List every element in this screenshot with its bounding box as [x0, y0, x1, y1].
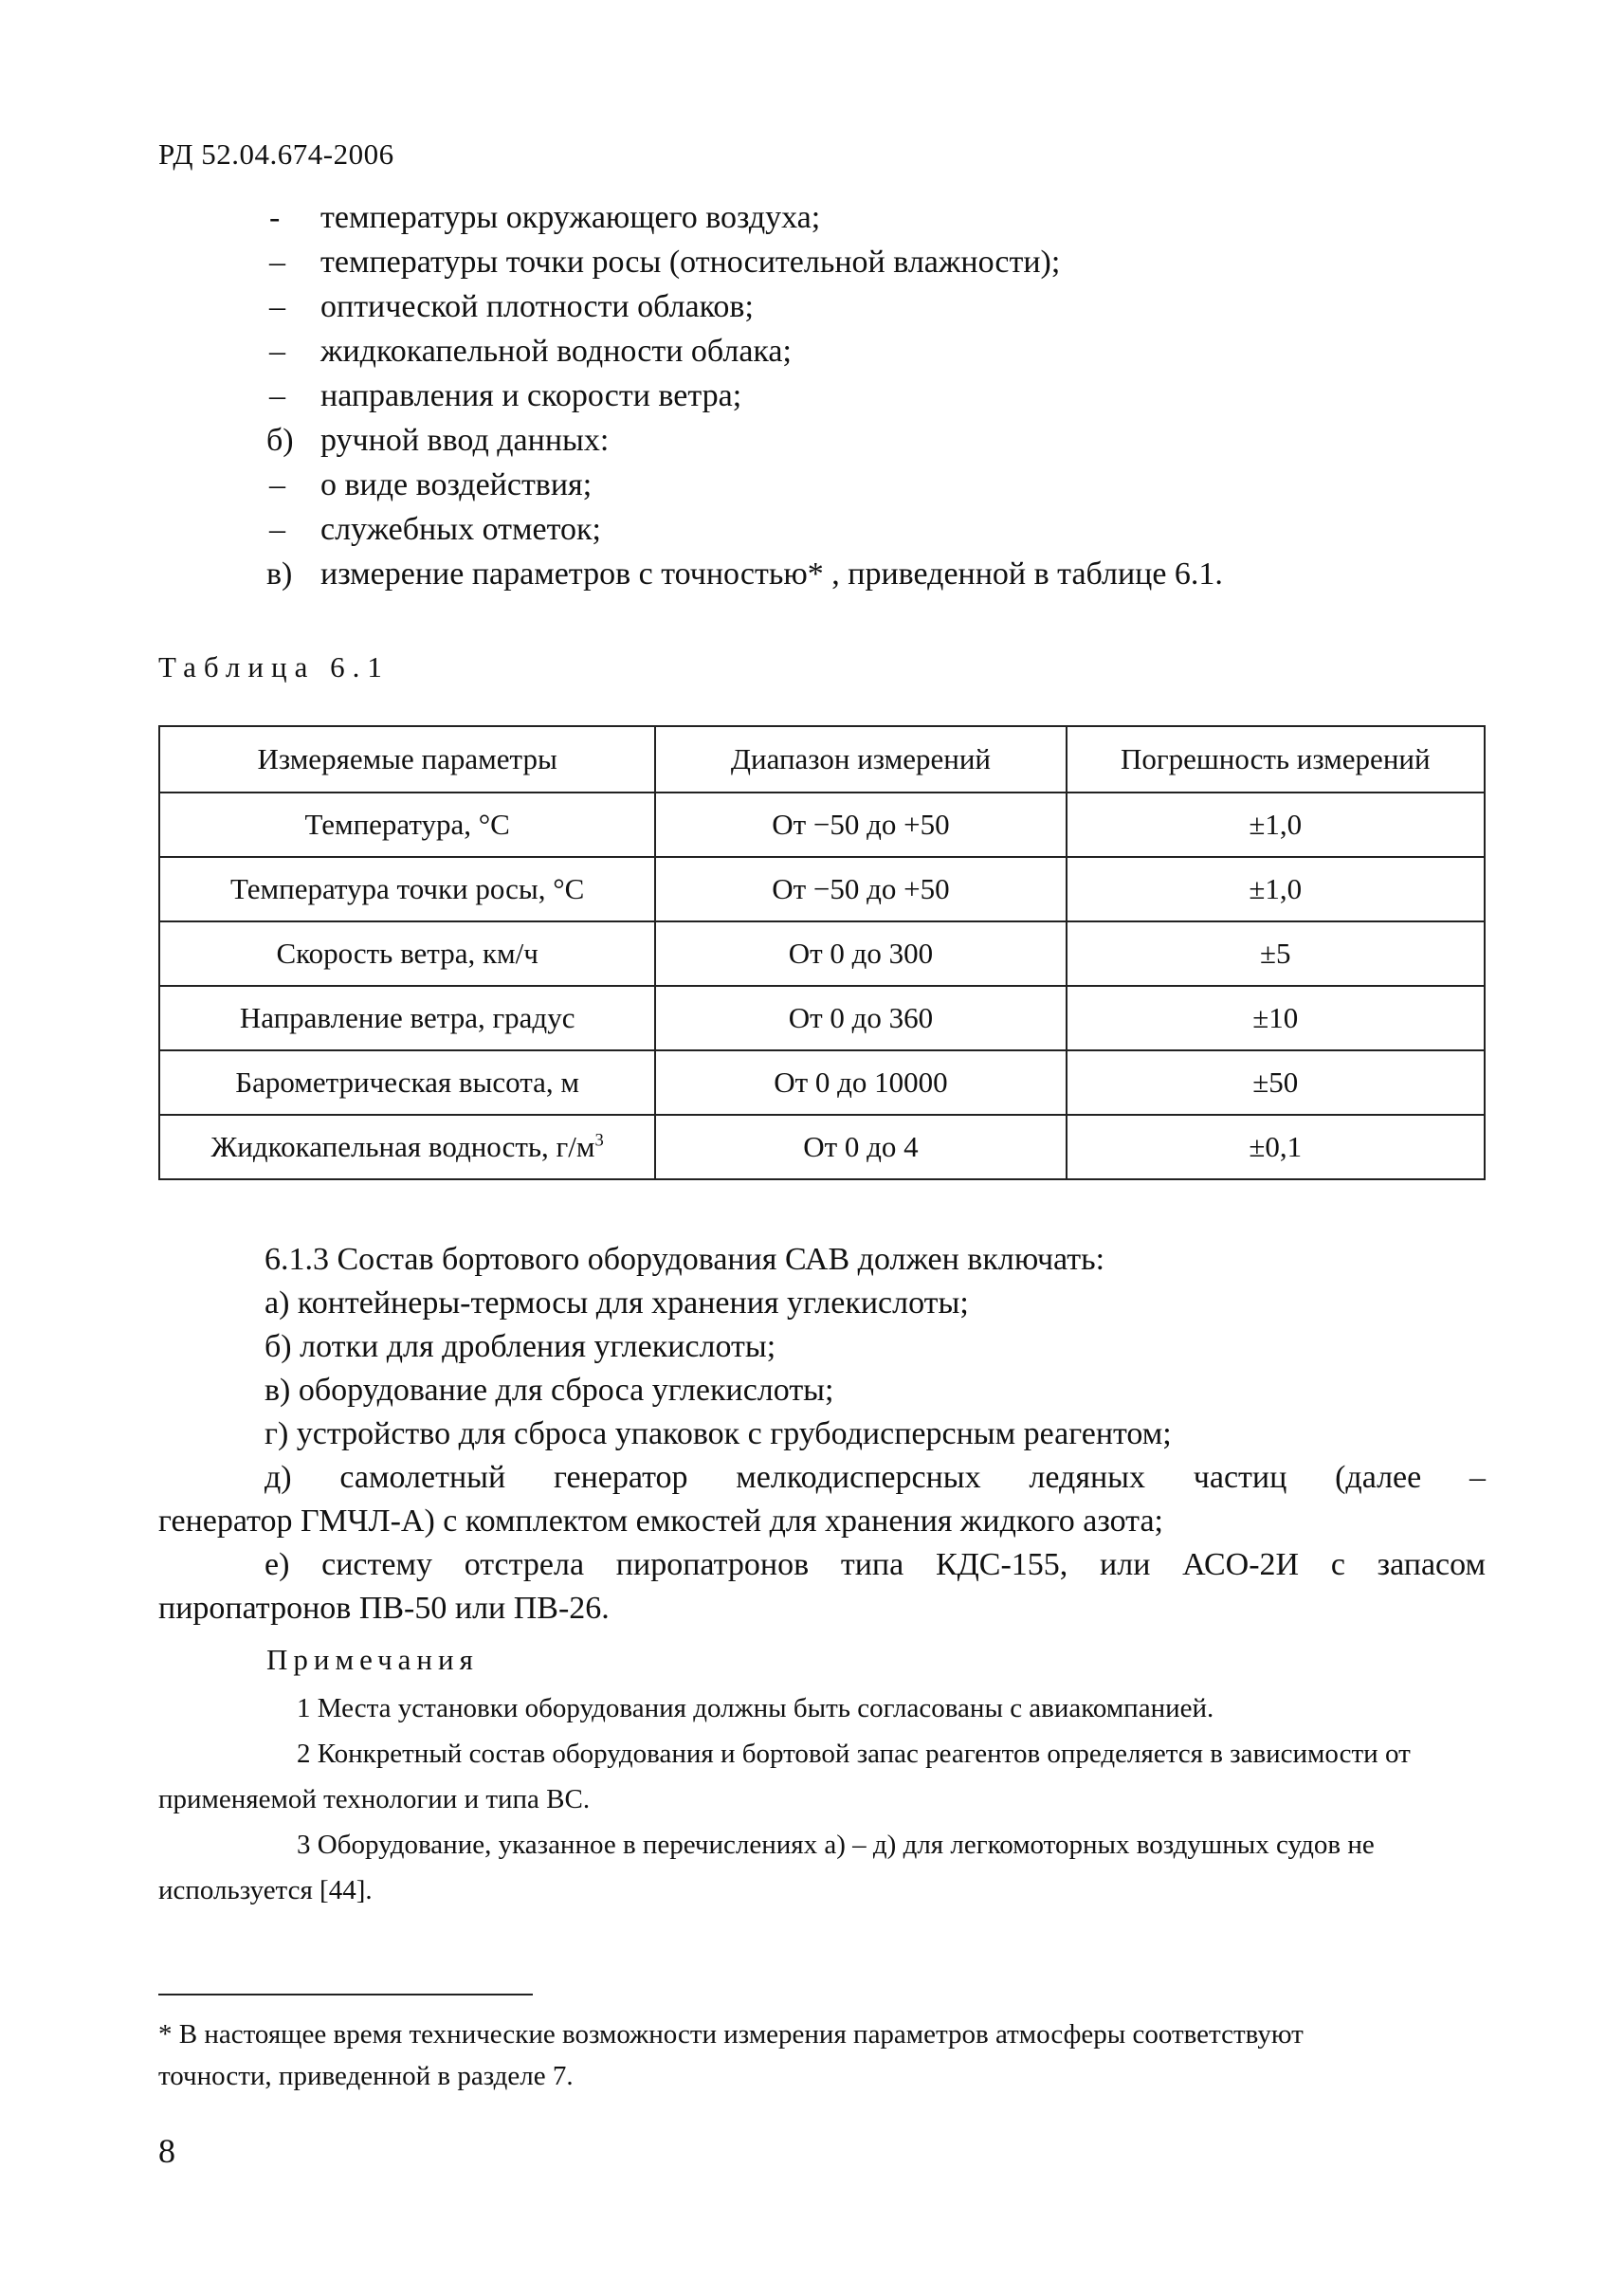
- page-number: 8: [158, 2132, 175, 2170]
- list-item: [0, 240, 1624, 284]
- table-cell: Скорость ветра, км/ч: [159, 921, 655, 986]
- section-item: б) лотки для дробления углекислоты;: [265, 1329, 776, 1364]
- table-caption: Таблица 6.1: [158, 650, 390, 683]
- section-6-1-3: [158, 1238, 1486, 1631]
- section-item: в) оборудование для сброса углекислоты;: [265, 1373, 834, 1408]
- note-continuation: используется [44].: [158, 1875, 373, 1905]
- notes: [158, 1686, 1486, 1913]
- list-marker: -: [269, 200, 281, 235]
- document-header: РД 52.04.674-2006: [158, 137, 394, 171]
- table-row: [159, 921, 1485, 986]
- note: 2 Конкретный состав оборудования и бортовой запас реагентов определяется в зависимости от: [297, 1739, 1411, 1769]
- table-cell: Направление ветра, градус: [159, 986, 655, 1050]
- table-cell: ±0,1: [1067, 1115, 1485, 1179]
- note: 1 Места установки оборудования должны быть согласованы с авиакомпанией.: [297, 1693, 1214, 1723]
- table-cell: ±5: [1067, 921, 1485, 986]
- table-row: [159, 793, 1485, 857]
- footnote-divider: [158, 1994, 533, 1995]
- footnote-line: точности, приведенной в разделе 7.: [158, 2061, 574, 2091]
- table-header-row: [159, 726, 1485, 793]
- table-cell: Температура, °С: [159, 793, 655, 857]
- table-cell: От 0 до 360: [655, 986, 1066, 1050]
- table-cell: ±1,0: [1067, 793, 1485, 857]
- list-item-text: температуры окружающего воздуха;: [320, 200, 821, 235]
- section-item: е) систему отстрела пиропатронов типа КДС-155, или АСО-2И с запасом: [265, 1547, 1486, 1582]
- table-cell: ±1,0: [1067, 857, 1485, 921]
- section-item-continuation: генератор ГМЧЛ-А) с комплектом емкостей для хранения жидкого азота;: [158, 1503, 1163, 1539]
- parameters-table: [158, 725, 1486, 1180]
- note-continuation: применяемой технологии и типа ВС.: [158, 1784, 591, 1814]
- list-item: [0, 507, 1624, 552]
- footnote-line: * В настоящее время технические возможности измерения параметров атмосферы соответствуют: [158, 2019, 1304, 2050]
- list-item: [0, 418, 1624, 463]
- list-marker: –: [269, 512, 285, 547]
- list-item-text: направления и скорости ветра;: [320, 378, 742, 413]
- table-cell: От −50 до +50: [655, 793, 1066, 857]
- table-cell: Барометрическая высота, м: [159, 1050, 655, 1115]
- table-cell: От 0 до 10000: [655, 1050, 1066, 1115]
- list-item: [0, 552, 1624, 596]
- table-row: [159, 1050, 1485, 1115]
- section-item: д) самолетный генератор мелкодисперсных ледяных частиц (далее –: [265, 1460, 1486, 1495]
- list-item-text: оптической плотности облаков;: [320, 289, 754, 324]
- section-heading: 6.1.3 Состав бортового оборудования САВ должен включать:: [265, 1242, 1105, 1277]
- note: 3 Оборудование, указанное в перечислениях а) – д) для легкомоторных воздушных судов не: [297, 1830, 1375, 1860]
- list-item: [0, 374, 1624, 418]
- table-cell: От 0 до 300: [655, 921, 1066, 986]
- table-row: [159, 986, 1485, 1050]
- list-marker: –: [269, 334, 285, 369]
- table-cell: [159, 1115, 655, 1179]
- parameter-list: [0, 195, 1624, 596]
- table-row: [159, 857, 1485, 921]
- superscript: 3: [594, 1130, 604, 1151]
- list-item-text: о виде воздействия;: [320, 467, 593, 502]
- list-item: [0, 284, 1624, 329]
- list-marker: –: [269, 289, 285, 324]
- footnote: [158, 2014, 1486, 2097]
- list-item: [0, 463, 1624, 507]
- list-item: [0, 195, 1624, 240]
- section-item-continuation: пиропатронов ПВ-50 или ПВ-26.: [158, 1591, 610, 1626]
- table-cell: ±10: [1067, 986, 1485, 1050]
- list-marker: б): [266, 423, 294, 458]
- section-item: г) устройство для сброса упаковок с грубодисперсным реагентом;: [265, 1416, 1172, 1451]
- list-marker: –: [269, 467, 285, 502]
- list-item: [0, 329, 1624, 374]
- column-header-error: Погрешность измерений: [1067, 726, 1485, 793]
- list-marker: в): [266, 556, 293, 592]
- table-cell: ±50: [1067, 1050, 1485, 1115]
- list-item-text: ручной ввод данных:: [320, 423, 610, 458]
- cell-text: Жидкокапельная водность, г/м: [210, 1130, 595, 1163]
- table-row: [159, 1115, 1485, 1179]
- table-cell: Температура точки росы, °С: [159, 857, 655, 921]
- list-marker: –: [269, 245, 285, 280]
- column-header-parameter: Измеряемые параметры: [159, 726, 655, 793]
- list-item-text: измерение параметров с точностью* , приведенной в таблице 6.1.: [320, 556, 1223, 592]
- column-header-range: Диапазон измерений: [655, 726, 1066, 793]
- table-cell: От −50 до +50: [655, 857, 1066, 921]
- notes-title: Примечания: [266, 1643, 479, 1676]
- list-marker: –: [269, 378, 285, 413]
- list-item-text: температуры точки росы (относительной влажности);: [320, 245, 1061, 280]
- list-item-text: жидкокапельной водности облака;: [320, 334, 792, 369]
- section-item: а) контейнеры-термосы для хранения углекислоты;: [265, 1285, 969, 1321]
- table-cell: От 0 до 4: [655, 1115, 1066, 1179]
- list-item-text: служебных отметок;: [320, 512, 601, 547]
